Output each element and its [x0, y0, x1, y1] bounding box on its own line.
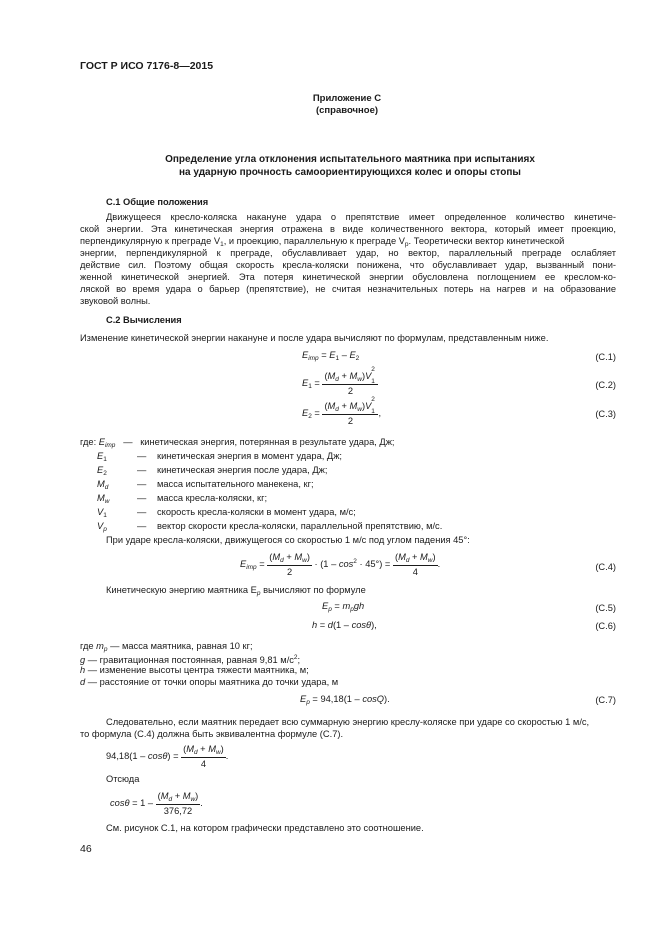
pendulum-text: Кинетическую энергию маятника $E_p$ вычисляют по формуле [106, 585, 366, 597]
s1-line7: ляской во время удара о барьер (препятствие), не считая незначительных потерь на нагрев и на образование [80, 284, 616, 294]
s1-line2: ской энергии. Эта кинетическая энергия отражена в виде количественного вектора, который имеет проекцию, [80, 224, 616, 234]
equation-c4: $E_{imp}$ = $\frac{(M_d + M_w)}{2}$ · $(1 - \cos^2 \cdot 45^\circ)$ = $\frac{(M_d + M_w)}{4}$ . [240, 552, 441, 577]
legend-row-2: $E_2$ — кинетическая энергия после удара, Дж; [97, 465, 328, 477]
legend-row-0: где: $E_{imp}$ — кинетическая энергия, потерянная в результате удара, Дж; [80, 437, 395, 449]
equation-c6: h = d(1 – cosθ), [312, 620, 377, 630]
section2-heading: С.2 Вычисления [106, 315, 182, 325]
legend-row-3: $M_d$ — масса испытательного манекена, кг; [97, 479, 314, 491]
eq-label-c6: (С.6) [595, 621, 616, 631]
legend-row-6: $V_p$ — вектор скорости кресла-коляски, параллельной препятствию, м/с. [97, 521, 443, 533]
doc-title-line1: Определение угла отклонения испытательного маятника при испытаниях [165, 154, 535, 165]
doc-title-line2: на ударную прочность самоориентирующихся колес и опоры стопы [179, 167, 521, 178]
eq-label-c1: (С.1) [595, 352, 616, 362]
eq-label-c4: (С.4) [595, 562, 616, 572]
equation-c2: $E_1$ = $(M_d + M_w)V$ 2 1 2 [302, 371, 378, 396]
eq-label-c7: (С.7) [595, 695, 616, 705]
equation-c1: $E_{imp} = E_1 - E_2$ [302, 350, 360, 362]
annex-title: Приложение С [312, 93, 382, 104]
s1-line8: звуковой волны. [80, 296, 151, 306]
eq-label-c3: (С.3) [595, 409, 616, 419]
section1-heading: С.1 Общие положения [106, 197, 209, 207]
impact-text: При ударе кресла-коляски, движущегося со скоростью 1 м/с под углом падения 45°: [106, 535, 470, 545]
s1-line6: женной кинетической энергией. Эта потеря кинетической энергии обусловлена поглощением ее креслом-ко- [80, 272, 616, 282]
eq-label-c5: (С.5) [595, 603, 616, 613]
equation-c7: $E_p = 94,18(1 - \cos Q)$. [300, 694, 390, 706]
page-number: 46 [80, 843, 92, 855]
equivalence-equation: 94,18(1 – cosθ) = $\frac{(M_d + M_w)}{4}$ . [106, 744, 229, 769]
annex-type: (справочное) [315, 105, 379, 116]
s2-intro: Изменение кинетической энергии накануне и после удара вычисляют по формулам, представленным ниже. [80, 333, 549, 343]
cos-equation: cosθ = 1 – $\frac{(M_d + M_w)}{376,72}$ . [110, 791, 203, 816]
def-row-1: g — гравитационная постоянная, равная 9,81 $м/с^2$; [80, 654, 301, 665]
equation-c3: $E_2$ = $(M_d + M_w)V$ 2 1 2 , [302, 396, 382, 426]
s1-line3: перпендикулярную к преграде $V_1$, и проекцию, параллельную к преграде $V_p$. Теоретически вектор кинетической [80, 236, 565, 248]
hence-text: Отсюда [106, 774, 140, 784]
legend-row-1: $E_1$ — кинетическая энергия в момент удара, Дж; [97, 451, 343, 463]
def-row-2: h — изменение высоты центра тяжести маятника, м; [80, 665, 309, 675]
s1-line5: действие сил. Поэтому общая скорость кресла-коляски понижена, что обуславливает удар, вызванный пони- [80, 260, 616, 270]
legend-row-5: $V_1$ — скорость кресла-коляски в момент удара, м/с; [97, 507, 356, 519]
standard-header: ГОСТ Р ИСО 7176-8—2015 [80, 60, 214, 72]
equation-c5: $E_p = m_pgh$ [322, 601, 365, 613]
legend-row-4: $M_w$ — масса кресла-коляски, кг; [97, 493, 268, 505]
s1-line4: энергии, перпендикулярной к преграде, обуславливает удар, но вектор, параллельный преграде ослабляет [80, 248, 616, 258]
s1-line1: Движущееся кресло-коляска накануне удара о препятствие имеет определенное количество кинетиче- [106, 212, 616, 222]
therefore-line2: то формула (С.4) должна быть эквивалентна формуле (С.7). [80, 729, 344, 739]
eq-label-c2: (С.2) [595, 380, 616, 390]
def-row-0: где $m_p$ — масса маятника, равная 10 кг; [80, 641, 253, 653]
see-figure-text: См. рисунок С.1, на котором графически представлено это соотношение. [106, 823, 424, 833]
therefore-line1: Следовательно, если маятник передает всю суммарную энергию креслу-коляске при ударе со скоростью 1 м/с, [106, 717, 590, 727]
def-row-3: d — расстояние от точки опоры маятника до точки удара, м [80, 677, 339, 687]
